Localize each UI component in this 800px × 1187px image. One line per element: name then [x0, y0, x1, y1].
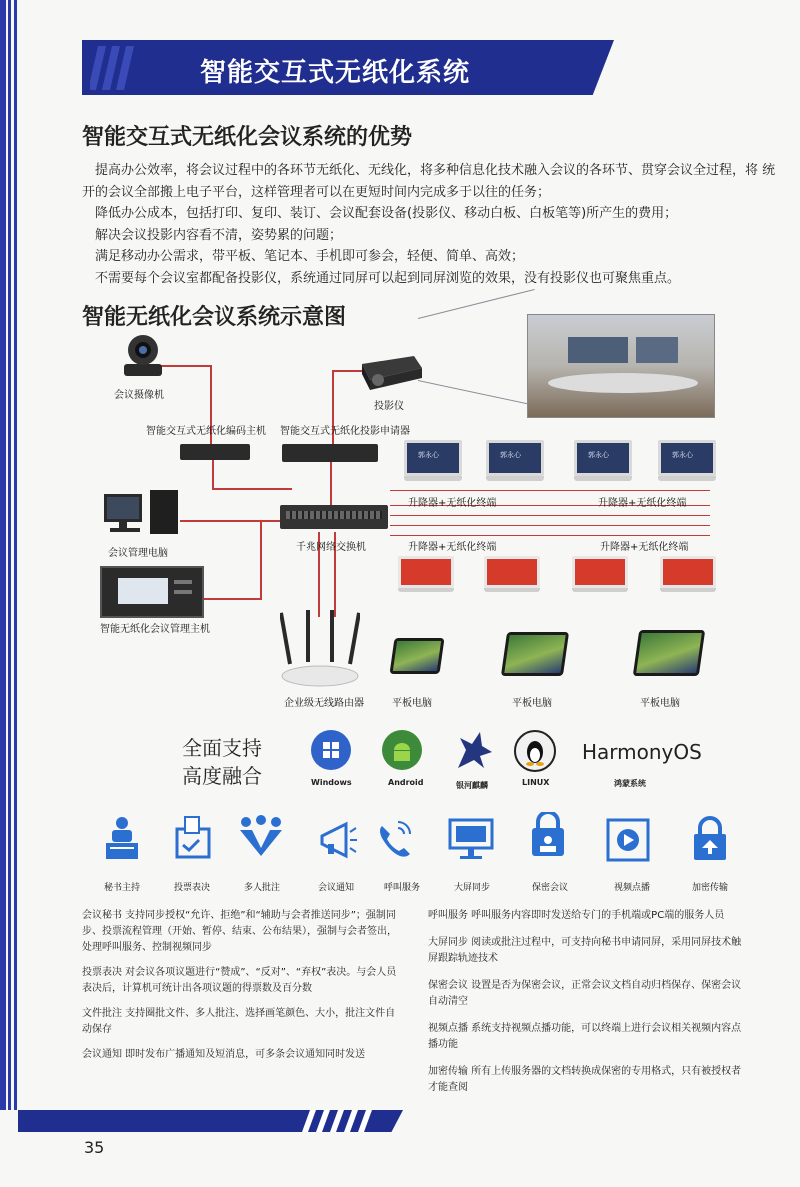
- projection-host-label: 智能交互式无纸化投影申请器: [280, 426, 410, 437]
- projection-line: [418, 380, 540, 407]
- laptop-terminal: [574, 440, 632, 480]
- description-item: 视频点播 系统支持视频点播功能，可以终端上进行会议相关视频内容点播功能: [428, 1023, 742, 1050]
- support-title-line: 高度融合: [182, 764, 262, 788]
- connector: [260, 520, 262, 600]
- description-item: 会议通知 即时发布广播通知及短消息，可多条会议通知同时发送: [82, 1049, 366, 1060]
- screen-text: 郭永心: [672, 451, 693, 459]
- screen-text: 郭永心: [588, 451, 609, 459]
- router-icon: [280, 610, 360, 690]
- lift-terminal-label: 升降器+无纸化终端: [408, 542, 497, 553]
- support-title: [182, 734, 262, 790]
- lift-terminal: [572, 556, 628, 590]
- left-edge-stripe: [0, 0, 6, 1110]
- vote-icon: [173, 815, 213, 861]
- tablet-device: [633, 630, 705, 676]
- feature-label: 投票表决: [174, 883, 211, 893]
- camera-icon: [118, 330, 168, 380]
- screen-text: 郭永心: [418, 451, 439, 459]
- feature-label: 会议通知: [318, 883, 355, 893]
- tablet-label: 平板电脑: [512, 698, 552, 709]
- diagram-heading: 智能无纸化会议系统示意图: [82, 305, 347, 330]
- advantage-line: 解决会议投影内容看不清，姿势累的问题；: [95, 227, 343, 243]
- secure-icon: [528, 812, 568, 860]
- management-host: [100, 566, 204, 618]
- feature-label: 视频点播: [614, 883, 651, 893]
- advantage-line: 不需要每个会议室都配备投影仪，系统通过同屏可以起到同屏浏览的效果，没有投影仪也可聚焦重点。: [95, 270, 681, 286]
- os-label: 鸿蒙系统: [614, 779, 646, 788]
- projector-label: 投影仪: [374, 401, 404, 412]
- laptop-terminal: [486, 440, 544, 480]
- annotate-icon: [236, 812, 286, 858]
- os-label: 银河麒麟: [456, 781, 488, 790]
- laptop-terminal: [658, 440, 716, 480]
- description-item: 会议秘书 支持同步授权“允许、拒绝”和“辅助与会者推送同步”；强制同步、投票流程管理（开始、暂停、结束、公布结果），强制与会者签出，处理呼叫服务、控制视频同步: [82, 910, 397, 953]
- support-title-line: 全面支持: [182, 736, 262, 760]
- advantage-line: 开的会议全部搬上电子平台，这样管理者可以在更短时间内完成多于以往的任务；: [82, 184, 551, 200]
- android-icon: [382, 730, 422, 770]
- harmonyos-icon: HarmonyOS: [582, 740, 702, 764]
- projection-line: [418, 289, 535, 319]
- description-item: 投票表决 对会议各项议题进行“赞成”、“反对”、“弃权”表决。与会人员表决后，计算机可统计出各项议题的得票数及百分数: [82, 967, 397, 994]
- feature-label: 秘书主持: [104, 883, 141, 893]
- lift-terminal-label: 升降器+无纸化终端: [408, 498, 497, 509]
- encrypt-icon: [690, 816, 730, 862]
- page-number: 35: [84, 1138, 105, 1157]
- advantages-heading: 智能交互式无纸化会议系统的优势: [82, 125, 413, 150]
- secretary-icon: [104, 815, 140, 861]
- lift-terminal: [484, 556, 540, 590]
- encoder-label: 智能交互式无纸化编码主机: [146, 426, 266, 437]
- projection-host: [282, 444, 378, 462]
- notice-icon: [318, 820, 358, 860]
- left-edge-stripe: [14, 0, 17, 1110]
- connector: [200, 598, 262, 600]
- connector: [180, 520, 280, 522]
- advantage-line: 降低办公成本，包括打印、复印、装订、会议配套设备(投影仪、移动白板、白板笔等)所产生的费用；: [95, 206, 678, 221]
- feature-label: 大屏同步: [454, 883, 491, 893]
- feature-label: 呼叫服务: [384, 883, 421, 893]
- conference-room-photo: [527, 314, 715, 418]
- banner-stripes: [90, 46, 150, 90]
- video-icon: [606, 818, 650, 862]
- connector: [212, 460, 214, 490]
- connector: [390, 525, 710, 526]
- description-item: 加密传输 所有上传服务器的文档转换成保密的专用格式，只有被授权者才能查阅: [428, 1066, 742, 1093]
- description-item: 文件批注 支持圈批文件、多人批注、选择画笔颜色、大小，批注文件自动保存: [82, 1008, 396, 1035]
- management-host-label: 智能无纸化会议管理主机: [100, 624, 210, 635]
- laptop-terminal: [404, 440, 462, 480]
- screen-sync-icon: [448, 818, 494, 862]
- tablet-device: [389, 638, 444, 674]
- footer-stripes: [300, 1110, 390, 1132]
- feature-label: 保密会议: [532, 883, 569, 893]
- connector: [390, 490, 710, 491]
- projector-icon: [358, 350, 424, 392]
- description-column-left: [82, 908, 402, 1063]
- connector: [212, 488, 292, 490]
- advantage-line: 提高办公效率，将会议过程中的各环节无纸化、无线化，将多种信息化技术融入会议的各环节、贯穿会议全过程，将 统: [95, 163, 776, 178]
- tablet-label: 平板电脑: [640, 698, 680, 709]
- tablet-device: [501, 632, 569, 676]
- pc-label: 会议管理电脑: [108, 548, 168, 559]
- connector: [330, 460, 332, 505]
- lift-terminal: [398, 556, 454, 590]
- lift-terminal-label: 升降器+无纸化终端: [600, 542, 689, 553]
- os-label: LINUX: [522, 778, 550, 787]
- screen-text: 郭永心: [500, 451, 521, 459]
- page-title: 智能交互式无纸化系统: [200, 58, 471, 88]
- os-label: Windows: [311, 778, 352, 787]
- windows-icon: [311, 730, 351, 770]
- description-item: 大屏同步 阅读或批注过程中，可支持向秘书申请同屏，采用同屏技术触屏跟踪轨迹技术: [428, 937, 742, 964]
- linux-icon: [514, 730, 556, 772]
- feature-label: 加密传输: [692, 883, 729, 893]
- advantages-text: [82, 160, 787, 289]
- advantage-line: 满足移动办公需求，带平板、笔记本、手机即可参会，轻便、简单、高效；: [95, 249, 525, 264]
- connector: [390, 535, 710, 536]
- kylin-icon: [452, 728, 496, 772]
- switch-label: 千兆网络交换机: [296, 542, 366, 553]
- left-edge-stripe: [8, 0, 11, 1110]
- description-column-right: [428, 908, 748, 1096]
- description-item: 保密会议 设置是否为保密会议，正常会议文档自动归档保存、保密会议自动清空: [428, 980, 742, 1007]
- connector: [390, 515, 710, 516]
- router-label: 企业级无线路由器: [284, 698, 364, 709]
- description-item: 呼叫服务 呼叫服务内容即时发送给专门的手机端或PC端的服务人员: [428, 910, 725, 921]
- lift-terminal-label: 升降器+无纸化终端: [598, 498, 687, 509]
- os-label: Android: [388, 778, 424, 787]
- lift-terminal: [660, 556, 716, 590]
- camera-label: 会议摄像机: [114, 390, 164, 401]
- management-pc-icon: [104, 490, 180, 538]
- call-icon: [374, 818, 414, 862]
- feature-label: 多人批注: [244, 883, 281, 893]
- encoder-host: [180, 444, 250, 460]
- tablet-label: 平板电脑: [392, 698, 432, 709]
- network-switch: [280, 505, 388, 529]
